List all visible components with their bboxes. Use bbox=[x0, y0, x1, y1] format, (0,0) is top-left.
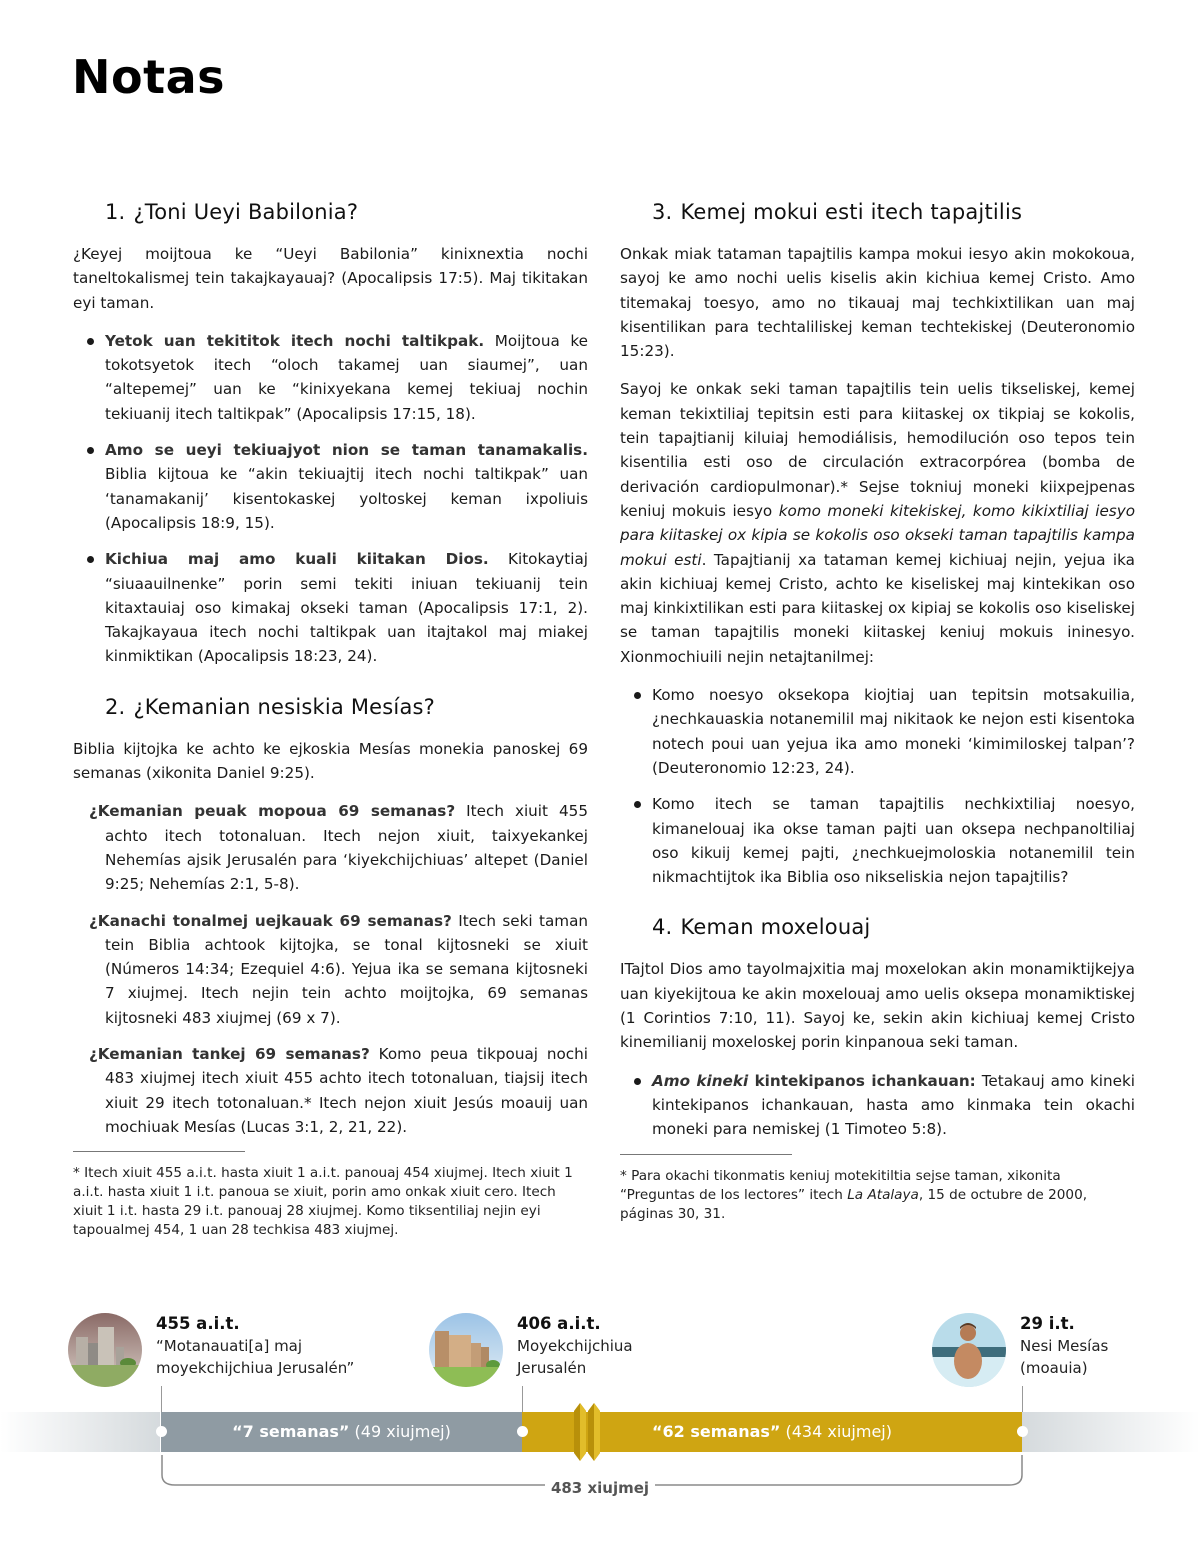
segment-label-bold: “7 semanas” bbox=[232, 1422, 350, 1441]
time-break-icon bbox=[570, 1401, 604, 1463]
section-heading bbox=[652, 915, 1135, 939]
timeline bbox=[0, 1305, 1200, 1505]
question: ¿Kemanian peuak mopoua 69 semanas? bbox=[89, 802, 456, 821]
question: ¿Kanachi tonalmej uejkauak 69 semanas? bbox=[89, 911, 452, 930]
timeline-node bbox=[156, 1426, 167, 1437]
event-tick bbox=[161, 1386, 162, 1412]
bullet-text: Komo noesyo oksekopa kiojtiaj uan tepitsin motsakuilia, ¿nechkauaskia notanemilil maj nikitaok ke nejon esti kisentoka notech poui uan yejua ika amo moneki ‘kimimiloskej talpan’? (Deuteronomio 12:23, 24). bbox=[652, 686, 1135, 777]
event-year: 406 a.i.t. bbox=[517, 1314, 601, 1333]
list-item bbox=[105, 438, 588, 535]
section-title: ¿Toni Ueyi Babilonia? bbox=[133, 200, 359, 224]
event-description: moyekchijchiua Jerusalén” bbox=[156, 1359, 355, 1377]
bullet-list bbox=[652, 683, 1135, 889]
answer: Itech seki taman tein Biblia achtook kijtojka, se tonal kijtosneki se xiuit (Números 14:34; Ezequiel 4:6). Yejua ika se semana kijtosneki 7 xiujmej. Itech nejin tein achto moijtojka, 69 semanas kijtosneki 483 xiujmej (69 x 7). bbox=[105, 911, 589, 1027]
list-item bbox=[652, 1069, 1135, 1142]
section-heading bbox=[652, 200, 1135, 224]
segment-label-years: (49 xiujmej) bbox=[349, 1422, 451, 1441]
section-heading bbox=[105, 200, 588, 224]
segment-label bbox=[161, 1412, 522, 1452]
paragraph bbox=[620, 377, 1135, 669]
bullet-lead: Kichiua maj amo kuali kiitakan Dios. bbox=[105, 550, 489, 569]
section-number: 2. bbox=[105, 694, 126, 719]
bullet-text: Kitokaytiaj “siuaauilnenke” porin semi tekiti iniuan tekiuanij tein kitaxtauiaj oso kimakaj okseki taman (Apocalipsis 17:1, 2). Takajkayaua itech nochi taltikpak uan itajtakol maj miakej kinmiktikan (Apocalipsis 18:23, 24). bbox=[105, 550, 589, 666]
ruined-walls-image bbox=[68, 1313, 142, 1387]
footnote-divider bbox=[73, 1151, 245, 1152]
section-title: Keman moxelouaj bbox=[680, 915, 871, 940]
bullet-lead: kintekipanos ichankauan: bbox=[748, 1071, 976, 1090]
event-year: 29 i.t. bbox=[1020, 1314, 1075, 1333]
section-intro: Biblia kijtojka ke achto ke ejkoskia Mesías monekia panoskej 69 semanas (xikonita Daniel 9:25). bbox=[73, 739, 588, 783]
timeline-node bbox=[517, 1426, 528, 1437]
footnote: * Itech xiuit 455 a.i.t. hasta xiuit 1 a.i.t. panouaj 454 xiujmej. Itech xiuit 1 a.i.t. hasta xiuit 1 i.t. panoua se xiuit, porin amo onkak xiuit cero. Itech xiuit 1 i.t. hasta 29 i.t. panouaj 28 xiujmej. Komo tiksentiliaj nejin eyi tapoualmej 454, 1 uan 28 techkisa 483 xiujmej. bbox=[73, 1165, 573, 1239]
event-tick bbox=[522, 1386, 523, 1412]
baptism-image bbox=[932, 1313, 1006, 1387]
event-description: Jerusalén bbox=[517, 1359, 587, 1377]
segment-label-years: (434 xiujmej) bbox=[780, 1422, 892, 1441]
question: ¿Kemanian tankej 69 semanas? bbox=[89, 1045, 370, 1064]
section-number: 3. bbox=[652, 200, 673, 224]
paragraph-text: Sayoj ke onkak seki taman tapajtilis tein uelis tikseliskej, kemej keman tekixtiliaj tepitsin esti para kiitaskej ox tikpiaj se kokolis, tein tapajtianij kiluiaj hemodiálisis, hemodilución oso tepos tein kisentilia esti oso de circulación extracorpórea (bomba de derivación cardiopulmonar).* Sejse tokniuj moneki kiixpejpenas keniuj mokuis iesyo bbox=[620, 380, 1135, 520]
bullet-icon bbox=[634, 801, 641, 808]
bullet-lead-emphasis: Amo kineki bbox=[652, 1071, 749, 1090]
event-description: Moyekchijchiua bbox=[517, 1337, 633, 1355]
timeline-event bbox=[68, 1313, 354, 1387]
section-title: Kemej mokui esti itech tapajtilis bbox=[680, 200, 1023, 224]
segment-7-weeks bbox=[161, 1412, 522, 1452]
page-title: Notas bbox=[72, 50, 226, 104]
total-span-label: 483 xiujmej bbox=[545, 1479, 655, 1497]
list-item bbox=[105, 329, 588, 426]
list-item bbox=[652, 792, 1135, 889]
bullet-text: Moijtoua ke tokotsyetok itech “oloch takamej uan siaumej”, uan “altepemej” uan ke “kinixyekana kemej tekiuaj nochin tekiuanij itech taltikpak” (Apocalipsis 17:15, 18). bbox=[105, 331, 588, 423]
timeline-fade-left bbox=[0, 1412, 160, 1452]
paragraph-emphasis: komo moneki kitekiskej, komo kikixtiliaj iesyo para kiitaskej ox kipia se kokolis oso okseki taman tapajtilis kampa mokui esti bbox=[620, 501, 1135, 569]
timeline-event bbox=[932, 1313, 1108, 1387]
segment-label-bold: “62 semanas” bbox=[652, 1422, 781, 1441]
event-description: “Motanauati[a] maj bbox=[156, 1337, 303, 1355]
section-number: 4. bbox=[652, 915, 673, 940]
bullet-icon bbox=[87, 447, 94, 454]
section-intro: ITajtol Dios amo tayolmajxitia maj moxelokan akin monamiktijkejya uan kiyekijtoua ke akin moxelouaj amo uelis oksepa monamiktiskej (1 Corintios 7:10, 11). Sayoj ke, sekin akin kichiuaj kemej Cristo kinemilianij moxeloskej porin kinpanoua seki taman. bbox=[620, 960, 1135, 1052]
answer: Komo peua tikpouaj nochi 483 xiujmej itech xiuit 455 achto itech totonaluan, tiajsij itech xiuit 29 itech totonaluan.* Itech nejon xiuit Jesús moauij uan mochiuak Mesías (Lucas 3:1, 2, 21, 22). bbox=[105, 1045, 588, 1136]
publication-title: La Atalaya bbox=[847, 1186, 919, 1203]
question-answer bbox=[89, 799, 588, 896]
timeline-event bbox=[429, 1313, 633, 1387]
question-answer bbox=[89, 909, 588, 1030]
section-blood bbox=[620, 200, 1135, 889]
answer: Itech xiuit 455 achto itech totonaluan. Itech nejon xiuit, taixyekankej Nehemías ajsik Jerusalén para ‘kiyekchijchiuas’ altepet (Daniel 9:25; Nehemías 2:1, 5-8). bbox=[105, 802, 588, 894]
paragraph-text: . Tapajtianij xa tataman kemej kichiuaj nejin, yejua ika akin kichiuaj kemej Cristo, achto ke kiseliskej maj kintekikan oso maj kinkixtilikan esti para kiitaskej ox kipiaj se kokolis oso kiseliskej se taman tapajtilis moneki kiitaskej keniuj mokuis ininesyo. Xionmochiuili nejin netajtanilmej: bbox=[620, 550, 1135, 666]
list-item bbox=[105, 547, 588, 668]
timeline-node bbox=[1017, 1426, 1028, 1437]
section-title: ¿Kemanian nesiskia Mesías? bbox=[133, 694, 436, 719]
event-year: 455 a.i.t. bbox=[156, 1314, 240, 1333]
footnote bbox=[620, 1167, 1135, 1224]
section-separation bbox=[620, 915, 1135, 1223]
section-number: 1. bbox=[105, 200, 126, 224]
footnote-text: * Para okachi tikonmatis keniuj motekitiltia sejse taman, xikonita “Preguntas de los lectores” itech bbox=[620, 1167, 1061, 1203]
question-answer bbox=[89, 1042, 588, 1139]
section-messiah bbox=[73, 695, 588, 1240]
event-tick bbox=[1022, 1386, 1023, 1412]
paragraph: Onkak miak tataman tapajtilis kampa mokui iesyo akin mokokoua, sayoj ke amo nochi uelis kiselis akin kichiua kemej Cristo. Amo titemakaj toesyo, amo no tikauaj maj techkixtilikan uan maj kisentilikan para techtaliliskej keman techtekiskej (Deuteronomio 15:23). bbox=[620, 245, 1135, 361]
footnote-text: , 15 de octubre de 2000, páginas 30, 31. bbox=[620, 1186, 1088, 1222]
bullet-icon bbox=[87, 556, 94, 563]
timeline-fade-right bbox=[1022, 1412, 1200, 1452]
left-column bbox=[73, 200, 588, 1266]
event-description: Nesi Mesías bbox=[1020, 1337, 1109, 1355]
right-column bbox=[620, 200, 1135, 1250]
rebuilt-walls-image bbox=[429, 1313, 503, 1387]
footnote-divider bbox=[620, 1154, 792, 1155]
bullet-lead: Amo se ueyi tekiuajyot nion se taman tanamakalis. bbox=[105, 441, 588, 460]
bullet-icon bbox=[634, 692, 641, 699]
bullet-text: Komo itech se taman tapajtilis nechkixtiliaj noesyo, kimanelouaj ika okse taman pajti uan oksepa nechpanoltiliaj oso kikuij kemej pajti, ¿nechkuejmoloskia notanemilil tein nikmachtijtok ika Biblia oso nikseliskia nejon tapajtilis? bbox=[652, 795, 1135, 887]
bullet-text: Biblia kijtoua ke “akin tekiuajtij itech nochi taltikpak” uan ‘tanamakanij’ kisentokaskej yoltoskej keman ixpoliuis (Apocalipsis 18:9, 15). bbox=[105, 465, 588, 532]
section-heading bbox=[105, 695, 588, 719]
bullet-icon bbox=[87, 338, 94, 345]
bullet-list bbox=[652, 1069, 1135, 1142]
section-babylon bbox=[73, 200, 588, 669]
bullet-text: Tetakauj amo kineki kintekipanos ichankauan, hasta amo kinmaka tein okachi moneki para nemiskej (1 Timoteo 5:8). bbox=[652, 1071, 1136, 1139]
event-description: (moauia) bbox=[1020, 1359, 1088, 1377]
list-item bbox=[652, 683, 1135, 780]
bullet-list bbox=[105, 329, 588, 669]
bullet-icon bbox=[634, 1078, 641, 1085]
bullet-lead: Yetok uan tekititok itech nochi taltikpak. bbox=[105, 331, 485, 350]
section-intro: ¿Keyej moijtoua ke “Ueyi Babilonia” kinixnextia nochi taneltokalismej tein takajkayauaj? (Apocalipsis 17:5). Maj tikitakan eyi taman. bbox=[73, 245, 588, 312]
